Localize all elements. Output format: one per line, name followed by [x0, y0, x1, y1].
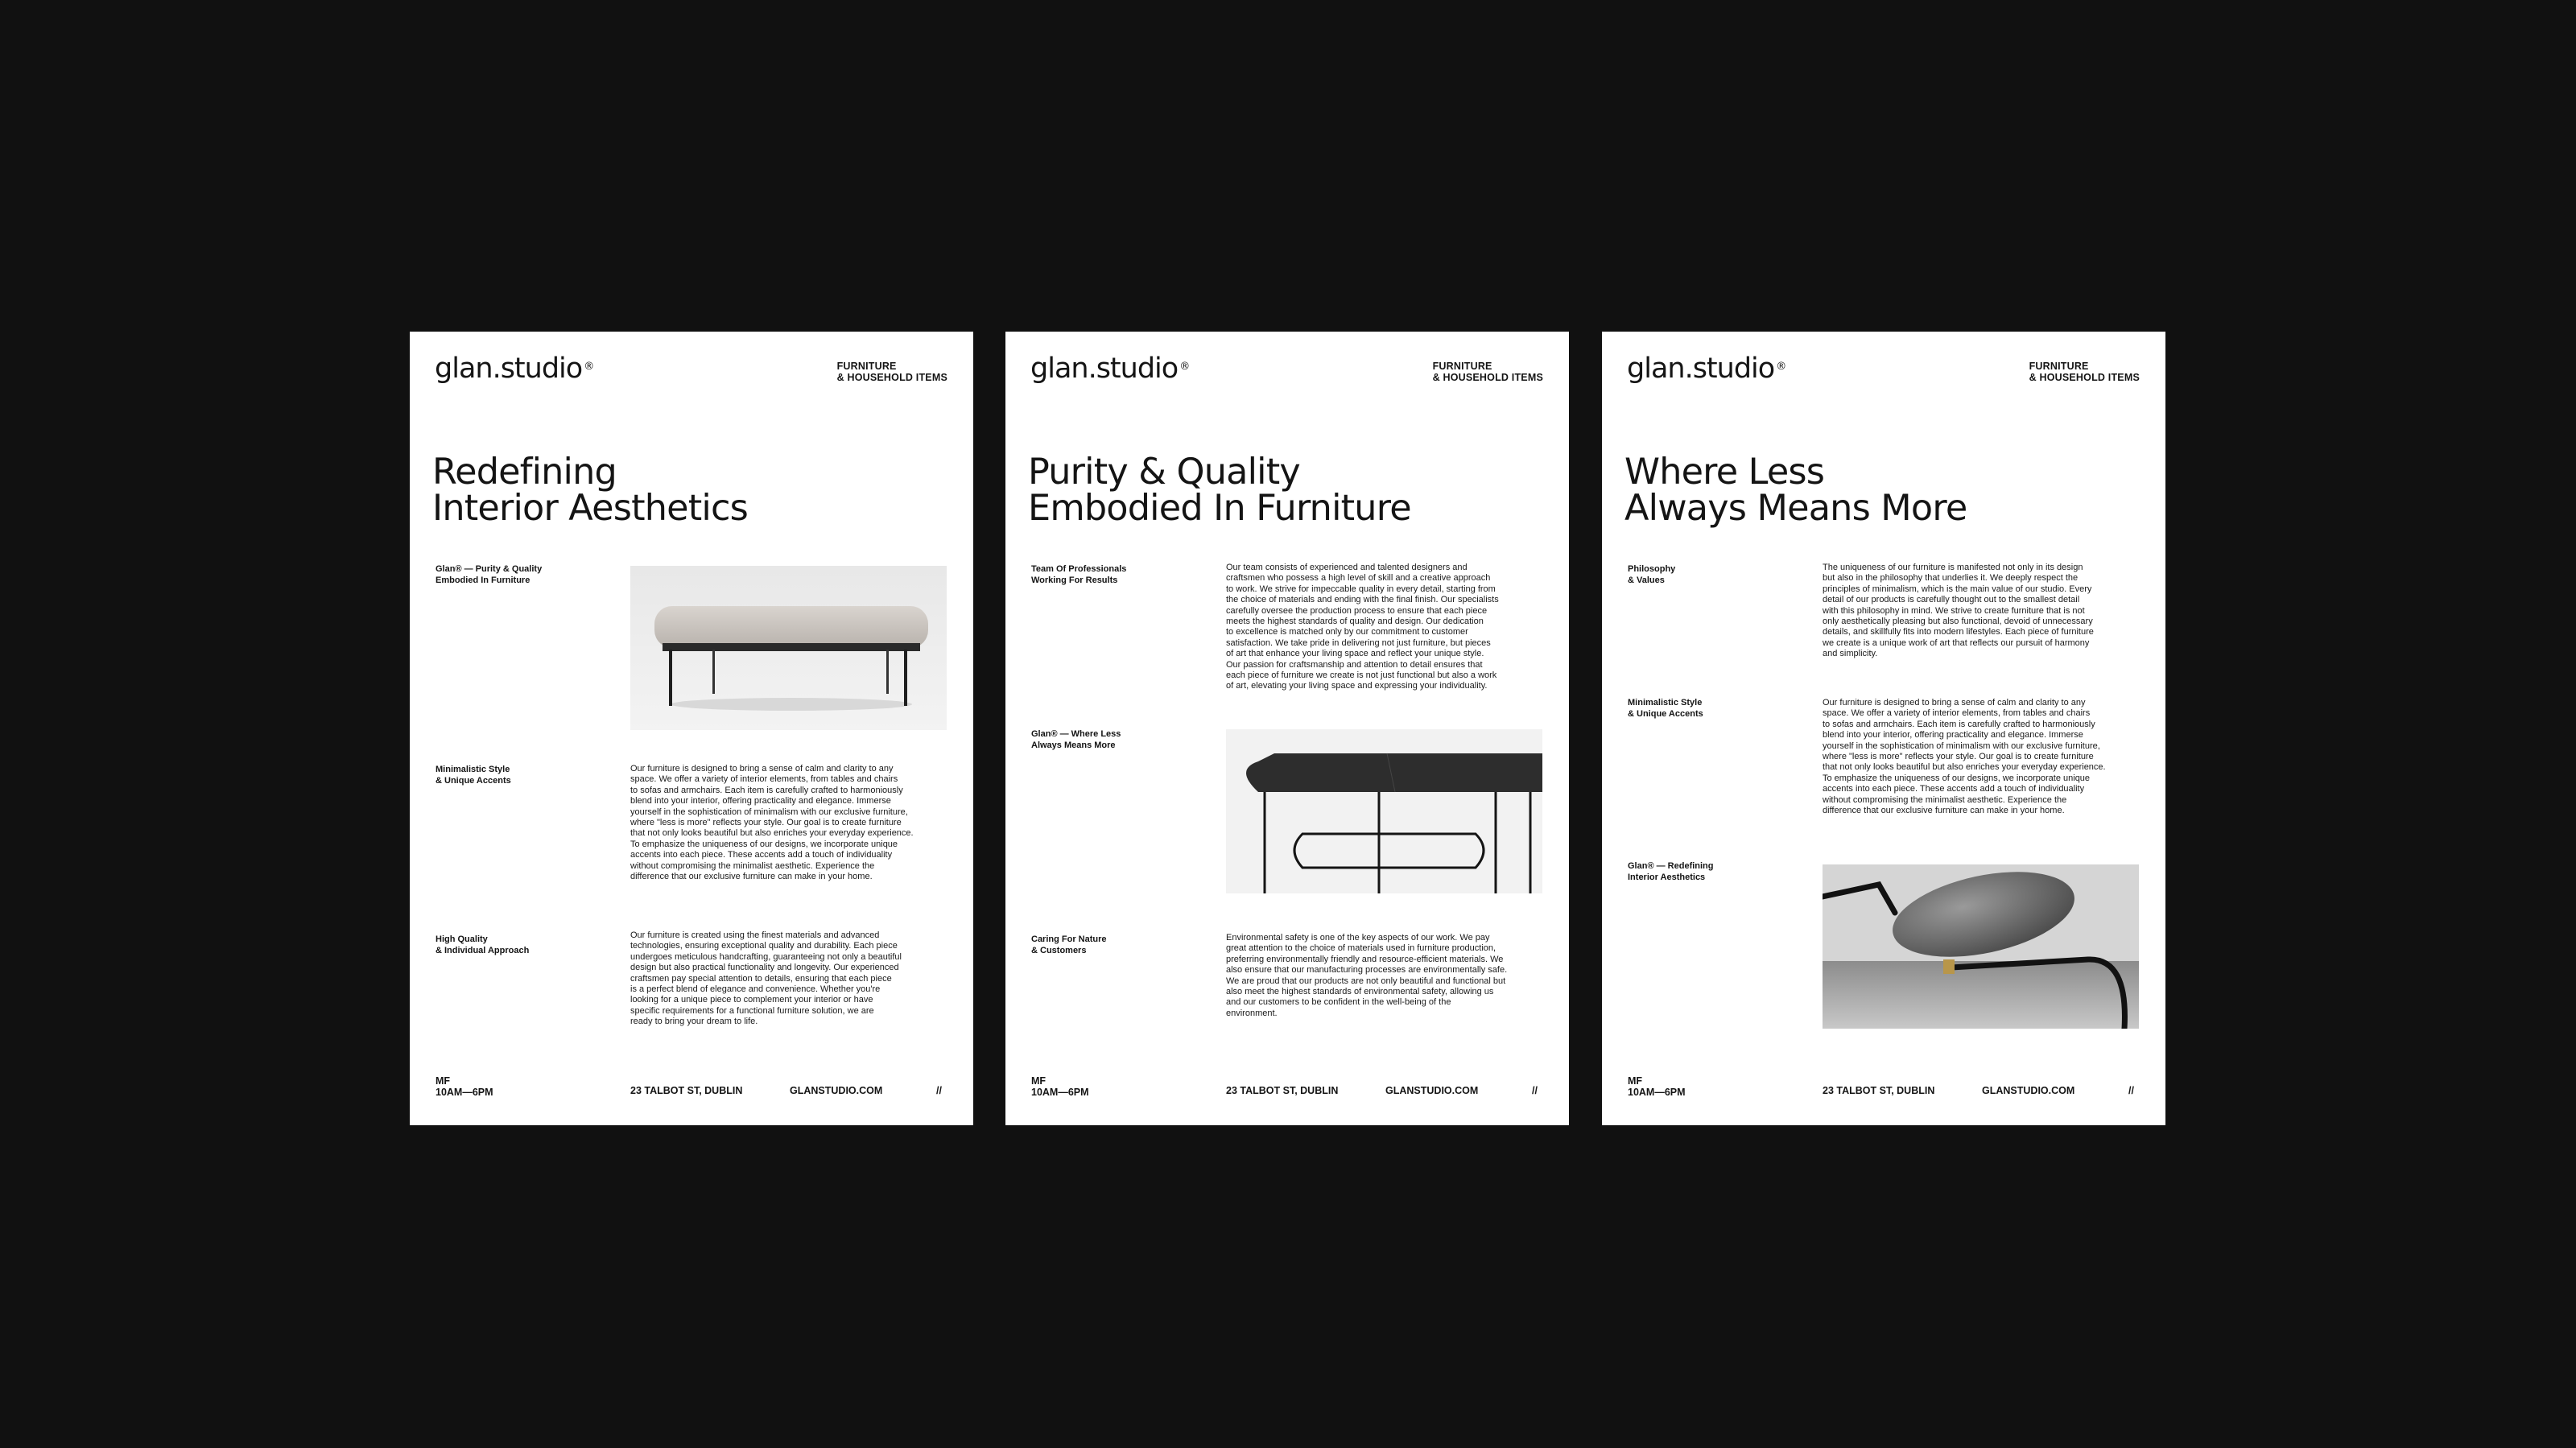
page-headline: Where Less Always Means More: [1624, 452, 1967, 529]
opening-hours: MF 10AM—6PM: [436, 1075, 493, 1098]
brand-logo: glan.studio ®: [1030, 353, 1190, 385]
address: 23 TALBOT ST, DUBLIN: [630, 1085, 743, 1096]
section-body-text: Environmental safety is one of the key aspects of our work. We pay great attention to the choice of materials used in furniture production, preferring environmentally friendly and resource-efficient materials. We also ensure that our manufacturing processes are environmentally safe. We are proud that our products are not only beautiful and functional but also meet the highest standards of environmental safety, allowing us and our customers to be confident in the well-being of the environment.: [1226, 933, 1508, 1018]
brand-logo: glan.studio ®: [1627, 353, 1786, 385]
brand-tagline: FURNITURE & HOUSEHOLD ITEMS: [1432, 361, 1543, 383]
bench-photo: [630, 566, 947, 730]
section-label: Philosophy & Values: [1628, 564, 1676, 585]
section-label: Caring For Nature & Customers: [1031, 934, 1107, 955]
section-body-text: The uniqueness of our furniture is manifested not only in its design but also in the philosophy that underlies it. We deeply respect the principles of minimalism, which is the main value of our studio. Every detail of our products is carefully thought out to the smallest detail with this philosophy in mind. We strive to create furniture that is not only aesthetically pleasing but also functional, devoid of unnecessary details, and skillfully fits into modern lifestyles. Each piece of furniture we create is a unique work of art that reflects our pursuit of harmony and simplicity.: [1823, 563, 2094, 659]
website-link[interactable]: GLANSTUDIO.COM: [1982, 1085, 2075, 1096]
brochure-page-2: [1005, 332, 1569, 1125]
footer-mark: //: [1532, 1085, 1538, 1096]
section-body-text: Our furniture is designed to bring a sense of calm and clarity to any space. We offer a variety of interior elements, from tables and chairs to sofas and armchairs. Each item is carefully crafted to harmoniously blend into your interior, offering practicality and elegance. Immerse yourself in the sophistication of minimalism with our exclusive furniture, where "less is more" reflects your style. Our goal is to create furniture that not only looks beautiful but also enriches your everyday experience. To emphasize the uniqueness of our designs, we incorporate unique accents into each piece. These accents add a touch of individuality without compromising the minimalist aesthetic. Experience the difference that our exclusive furniture can make in your home.: [1823, 698, 2106, 816]
section-label: Glan® — Where Less Always Means More: [1031, 729, 1121, 750]
section-label: Glan® — Purity & Quality Embodied In Furniture: [436, 564, 543, 585]
page-headline: Purity & Quality Embodied In Furniture: [1028, 452, 1411, 529]
section-label: Minimalistic Style & Unique Accents: [1628, 698, 1703, 719]
section-label: Minimalistic Style & Unique Accents: [436, 765, 511, 786]
footer-mark: //: [2128, 1085, 2134, 1096]
table-photo: [1226, 729, 1542, 893]
section-body-text: Our team consists of experienced and talented designers and craftsmen who possess a high level of skill and a creative approach to work. We strive for impeccable quality in every detail, starting from the choice of materials and ending with the final finish. Our specialists carefully oversee the production process to ensure that each piece meets the highest standards of quality and design. Our dedication to excellence is matched only by our commitment to customer satisfaction. We take pride in delivering not just furniture, but pieces of art that enhance your living space and reflect your unique style. Our passion for craftsmanship and attention to detail ensures that each piece of furniture we create is not just functional but also a work of art, elevating your living space and expressing your individuality.: [1226, 563, 1499, 691]
address: 23 TALBOT ST, DUBLIN: [1823, 1085, 1935, 1096]
footer-mark: //: [936, 1085, 942, 1096]
section-body-text: Our furniture is designed to bring a sense of calm and clarity to any space. We offer a variety of interior elements, from tables and chairs to sofas and armchairs. Each item is carefully crafted to harmoniously blend into your interior, offering practicality and elegance. Immerse yourself in the sophistication of minimalism with our exclusive furniture, where "less is more" reflects your style. Our goal is to create furniture that not only looks beautiful but also enriches your everyday experience. To emphasize the uniqueness of our designs, we incorporate unique accents into each piece. These accents add a touch of individuality without compromising the minimalist aesthetic. Experience the difference that our exclusive furniture can make in your home.: [630, 764, 914, 882]
opening-hours: MF 10AM—6PM: [1031, 1075, 1089, 1098]
section-label: Team Of Professionals Working For Results: [1031, 564, 1127, 585]
armchair-photo: [1823, 864, 2139, 1029]
section-label: High Quality & Individual Approach: [436, 934, 530, 955]
brand-tagline: FURNITURE & HOUSEHOLD ITEMS: [2029, 361, 2140, 383]
address: 23 TALBOT ST, DUBLIN: [1226, 1085, 1339, 1096]
section-label: Glan® — Redefining Interior Aesthetics: [1628, 861, 1714, 882]
brochure-page-1: [410, 332, 973, 1125]
page-headline: Redefining Interior Aesthetics: [432, 452, 748, 529]
brochure-page-3: [1602, 332, 2165, 1125]
section-body-text: Our furniture is created using the finest materials and advanced technologies, ensuring exceptional quality and durability. Each piece undergoes meticulous handcrafting, guaranteeing not only a beautiful design but also practical functionality and longevity. Our experienced craftsmen pay special attention to details, ensuring that each piece is a perfect blend of elegance and convenience. Whether you're looking for a unique piece to complement your interior or have specific requirements for a functional furniture solution, we are ready to bring your dream to life.: [630, 930, 902, 1027]
opening-hours: MF 10AM—6PM: [1628, 1075, 1686, 1098]
brand-tagline: FURNITURE & HOUSEHOLD ITEMS: [836, 361, 947, 383]
website-link[interactable]: GLANSTUDIO.COM: [790, 1085, 883, 1096]
website-link[interactable]: GLANSTUDIO.COM: [1385, 1085, 1479, 1096]
brand-logo: glan.studio ®: [435, 353, 594, 385]
